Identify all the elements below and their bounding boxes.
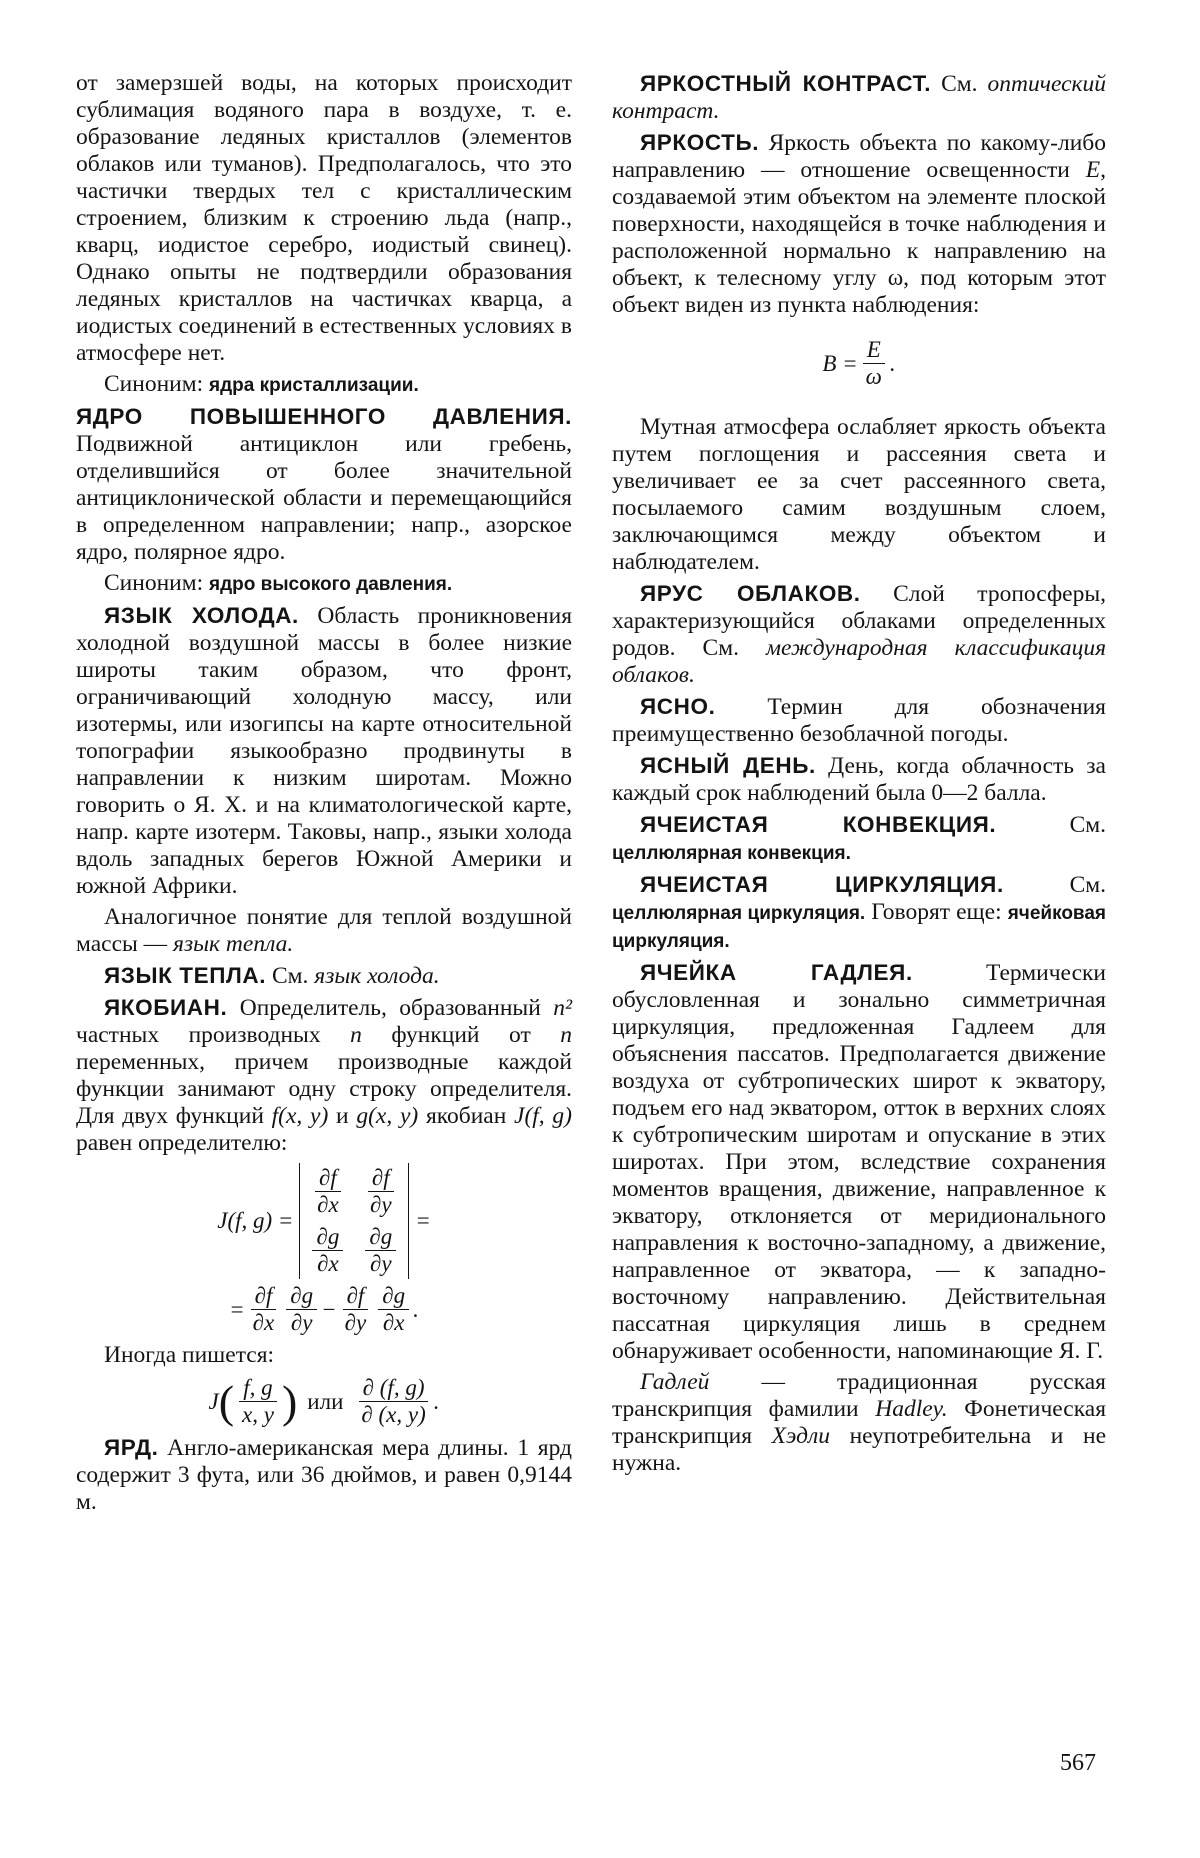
entry-heading: ЯЗЫК ТЕПЛА. [104, 963, 266, 988]
entry-heading: ЯЧЕЙКА ГАДЛЕЯ. [640, 960, 913, 985]
entry-cold-tongue: ЯЗЫК ХОЛОДА. Область проникновения холодной воздушной массы в более низкие широты таким образом, что фронт, ограничивающий холодную массу, или изотермы, или изогипсы на карте относительной топографии языкообразно продвинуты в направлении к низким широтам. Можно говорить о Я. Х. и на климатологической карте, напр. карте изотерм. Таковы, напр., языки холода вдоль западных берегов Южной Америки и южной Африки. [76, 602, 572, 900]
entry-heading: ЯДРО ПОВЫШЕННОГО ДАВЛЕНИЯ. [76, 404, 572, 429]
entry-warm-tongue: ЯЗЫК ТЕПЛА. См. язык холода. [76, 962, 572, 990]
entry-heading: ЯРКОСТНЫЙ КОНТРАСТ. [640, 71, 931, 96]
entry-clear: ЯСНО. Термин для обозначения преимущественно безоблачной погоды. [612, 693, 1106, 748]
synonym-line: Синоним: ядра кристаллизации. [76, 371, 572, 399]
jacobian-determinant-formula: J(f, g) = ∂f ∂x ∂f ∂y ∂g ∂x ∂g ∂y = = ∂f ∂x ∂g ∂y − ∂f ∂y ∂g ∂x . [76, 1163, 572, 1336]
right-column [612, 70, 1106, 1481]
left-column [76, 70, 572, 1520]
entry-cellular-circulation: ЯЧЕИСТАЯ ЦИРКУЛЯЦИЯ. См. целлюлярная циркуляция. Говорят еще: ячейковая циркуляция. [612, 871, 1106, 955]
entry-yard: ЯРД. Англо-американская мера длины. 1 ярд содержит 3 фута, или 36 дюймов, и равен 0,9144 м. [76, 1434, 572, 1516]
entry-brightness-cont: Мутная атмосфера ослабляет яркость объекта путем поглощения и рассеяния света и увеличивает ее за счет рассеянного света, посылаемого самим воздушным слоем, заключающимся между объектом и наблюдателем. [612, 414, 1106, 576]
entry-heading: ЯСНЫЙ ДЕНЬ. [640, 753, 816, 778]
entry-note: Аналогичное понятие для теплой воздушной массы — язык тепла. [76, 904, 572, 958]
entry-heading: ЯЧЕИСТАЯ КОНВЕКЦИЯ. [640, 812, 996, 837]
entry-heading: ЯРУС ОБЛАКОВ. [640, 581, 861, 606]
entry-heading: ЯРД. [104, 1435, 158, 1460]
brightness-formula: B = E ω . [612, 337, 1106, 390]
entry-note: Иногда пишется: [76, 1342, 572, 1369]
entry-clear-day: ЯСНЫЙ ДЕНЬ. День, когда облачность за каждый срок наблюдений была 0—2 балла. [612, 752, 1106, 807]
entry-heading: ЯЗЫК ХОЛОДА. [104, 603, 299, 628]
entry-heading: ЯЧЕИСТАЯ ЦИРКУЛЯЦИЯ. [640, 872, 1004, 897]
jacobian-notation-formula: J ( f, g x, y ) или ∂ (f, g) ∂ (x, y) . [76, 1375, 572, 1428]
entry-brightness-contrast: ЯРКОСТНЫЙ КОНТРАСТ. См. оптический контраст. [612, 70, 1106, 125]
entry-hadley-cell: ЯЧЕЙКА ГАДЛЕЯ. Термически обусловленная и зонально симметричная циркуляция, предложенная Гадлеем для объяснения пассатов. Предполагается движение воздуха от субтропических широт к экватору, подъем его над экватором, отток в верхних слоях к субтропическим широтам и опускание в этих широтах. При этом, вследствие сохранения моментов вращения, движение, направленное к экватору, отклоняется от меридионального направления к восточно-западному, а движение, направленное от экватора, — к западно-восточному направлению. Действительная пассатная циркуляция лишь в среднем обнаруживает особенности, напоминающие Я. Г. [612, 959, 1106, 1365]
entry-note: Гадлей — традиционная русская транскрипция фамилии Hadley. Фонетическая транскрипция Хэдли неупотребительна и не нужна. [612, 1369, 1106, 1477]
entry-brightness: ЯРКОСТЬ. Яркость объекта по какому-либо направлению — отношение освещенности E, создаваемой этим объектом на элементе плоской поверхности, находящейся в точке наблюдения и расположенной нормально к направлению на объект, к телесному углу ω, под которым этот объект виден из пункта наблюдения: [612, 129, 1106, 319]
synonym-line: Синоним: ядро высокого давления. [76, 570, 572, 598]
entry-cellular-convection: ЯЧЕИСТАЯ КОНВЕКЦИЯ. См. целлюлярная конвекция. [612, 811, 1106, 867]
entry-cloud-tier: ЯРУС ОБЛАКОВ. Слой тропосферы, характеризующийся облаками определенных родов. См. международная классификация облаков. [612, 580, 1106, 689]
entry-high-pressure-core: ЯДРО ПОВЫШЕННОГО ДАВЛЕНИЯ. Подвижной антициклон или гребень, отделившийся от более значительной антициклонической области и перемещающийся в определенном направлении; напр., азорское ядро, полярное ядро. [76, 403, 572, 566]
page-number: 567 [1060, 1750, 1096, 1777]
determinant: ∂f ∂x ∂f ∂y ∂g ∂x ∂g ∂y [299, 1163, 409, 1279]
entry-continuation: от замерзшей воды, на которых происходит сублимация водяного пара в воздухе, т. е. образование ледяных кристаллов (элементов облаков или туманов). Предполагалось, что это частички твердых тел с кристаллическим строением, близким к строению льда (напр., кварц, иодистое серебро, иодистый свинец). Однако опыты не подтвердили образования ледяных кристаллов на частичках кварца, а иодистых соединений в естественных условиях в атмосфере нет. [76, 70, 572, 367]
entry-heading: ЯКОБИАН. [104, 995, 227, 1020]
entry-heading: ЯСНО. [640, 694, 715, 719]
entry-jacobian: ЯКОБИАН. Определитель, образованный n² частных производных n функций от n переменных, причем производные каждой функции занимают одну строку определителя. Для двух функций f(x, y) и g(x, y) якобиан J(f, g) равен определителю: [76, 994, 572, 1157]
dictionary-page [0, 0, 1200, 1858]
entry-heading: ЯРКОСТЬ. [640, 130, 759, 155]
